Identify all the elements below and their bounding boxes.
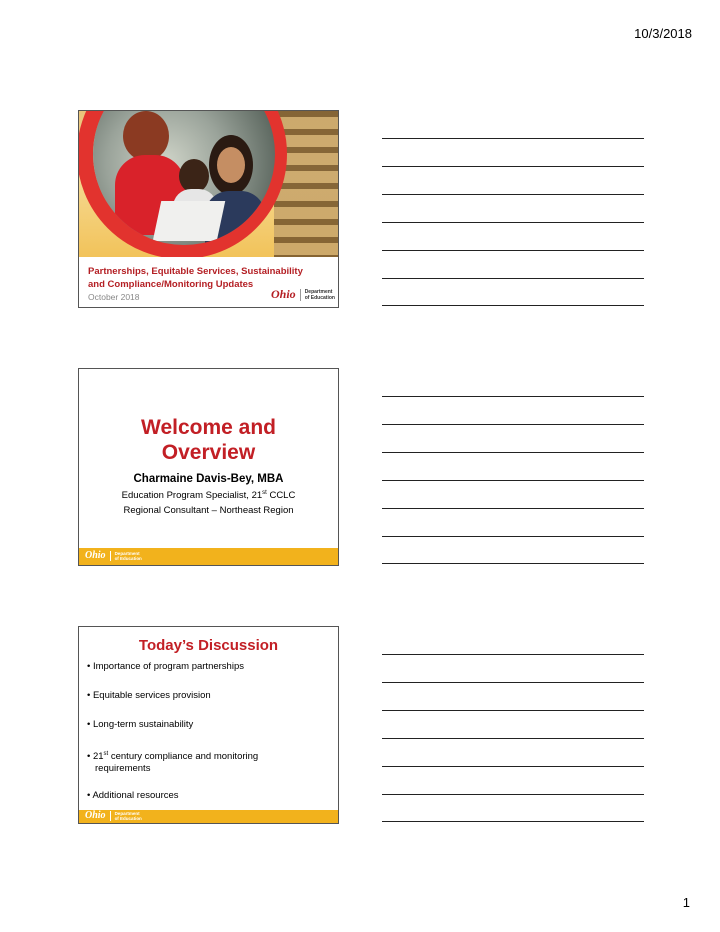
slide-2-welcome (78, 368, 339, 566)
students-photo (79, 111, 338, 257)
slide-2-heading: Welcome and Overview (141, 416, 276, 464)
slide-1-title (78, 110, 339, 308)
page-date: 10/3/2018 (634, 26, 692, 41)
ohio-logo: Ohio Department of Education (85, 810, 142, 821)
slide-1-date: October 2018 (88, 292, 140, 302)
bullet-item: • Equitable services provision (87, 690, 211, 701)
bullet-item: • Importance of program partnerships (87, 661, 244, 672)
presenter-name: Charmaine Davis-Bey, MBA (133, 473, 284, 485)
presenter-role: Education Program Specialist, 21st CCLC (121, 490, 296, 502)
footer-band (79, 810, 338, 823)
footer-band (79, 548, 338, 565)
slide-3-discussion (78, 626, 339, 824)
slide-3-heading: Today’s Discussion (138, 637, 279, 654)
ohio-logo: Ohio Department of Education (85, 550, 142, 561)
photo-circle (93, 111, 275, 245)
presenter-region: Regional Consultant – Northeast Region (123, 505, 294, 516)
bullet-item: • 21st century compliance and monitoring requirements (87, 751, 259, 775)
bullet-item: • Long-term sustainability (87, 719, 194, 730)
bullet-item: • Additional resources (87, 790, 179, 801)
ohio-logo: Ohio Department of Education (271, 287, 335, 301)
slide-1-title-text: Partnerships, Equitable Services, Sustainability and Compliance/Monitoring Updates (88, 266, 303, 290)
page-number: 1 (682, 895, 690, 910)
